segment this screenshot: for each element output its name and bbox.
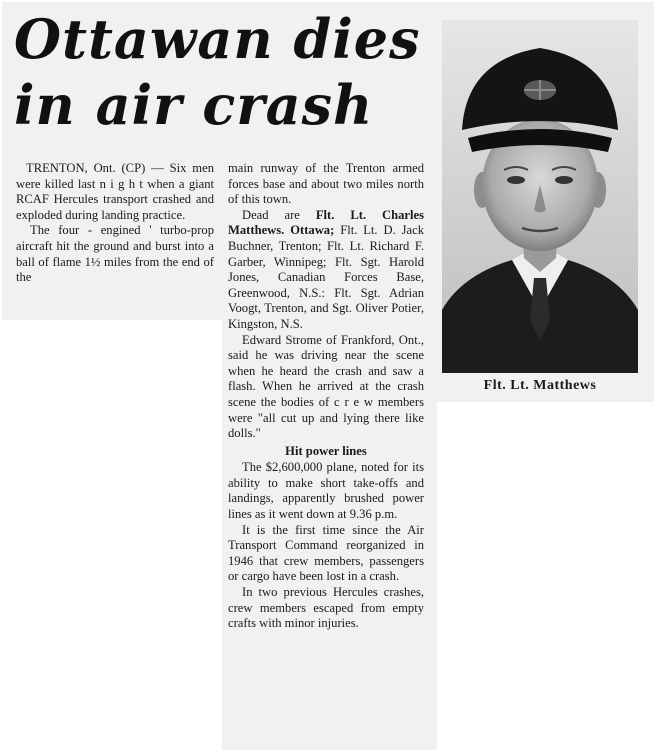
dateline-paragraph: TRENTON, Ont. (CP) — Six men were killed last n i g h t when a giant RCAF Hercules transport crashed and exploded during landing practice.: [16, 161, 214, 222]
photo-caption: Flt. Lt. Matthews: [483, 378, 597, 393]
paragraph: The $2,600,000 plane, noted for its ability to make short take-offs and landings, apparently brushed power lines as it went down at 9.36 p.m.: [228, 460, 424, 522]
paragraph: main runway of the Trenton armed forces base and about two miles north of this town.: [228, 161, 424, 207]
paragraph: It is the first time since the Air Transport Command reorganized in 1946 that crew members, passengers or cargo have been lost in a crash.: [228, 522, 424, 584]
portrait-illustration: [442, 20, 638, 373]
paragraph: The four - engined ' turbo-prop aircraft hit the ground and burst into a ball of flame 1½ miles from the end of the: [16, 223, 214, 285]
portrait-photo: [442, 20, 638, 373]
casualty-name-bold: Flt. Lt. Charles Matthews. Ottawa;: [228, 207, 424, 238]
paragraph: Edward Strome of Frankford, Ont., said he was driving near the scene when he heard the crash and saw a flash. When he arrived at the crash scene the bodies of c r e w members were "all cut up and lying there like dolls.": [228, 332, 424, 441]
headline-line-2: in air crash: [14, 73, 374, 137]
paragraph: In two previous Hercules crashes, crew members escaped from empty crafts with minor injuries.: [228, 585, 424, 631]
casualty-list-paragraph: [228, 208, 424, 333]
article-column-1: [16, 161, 214, 286]
headline: [14, 6, 434, 138]
subheading: Hit power lines: [285, 443, 367, 458]
casualty-rest: Flt. Lt. D. Jack Buchner, Trenton; Flt. Lt. Richard F. Garber, Winnipeg; Flt. Sgt. Harold Jones, Canadian Forces Base, Greenwood, N.S.: Flt. Sgt. Adrian Voogt, Trenton, and Sgt. Oliver Potier, Kingston, N.S.: [228, 223, 424, 331]
article-column-2: [228, 161, 424, 632]
headline-line-1: Ottawan dies: [14, 7, 421, 71]
casualty-lead: Dead are: [242, 207, 300, 222]
